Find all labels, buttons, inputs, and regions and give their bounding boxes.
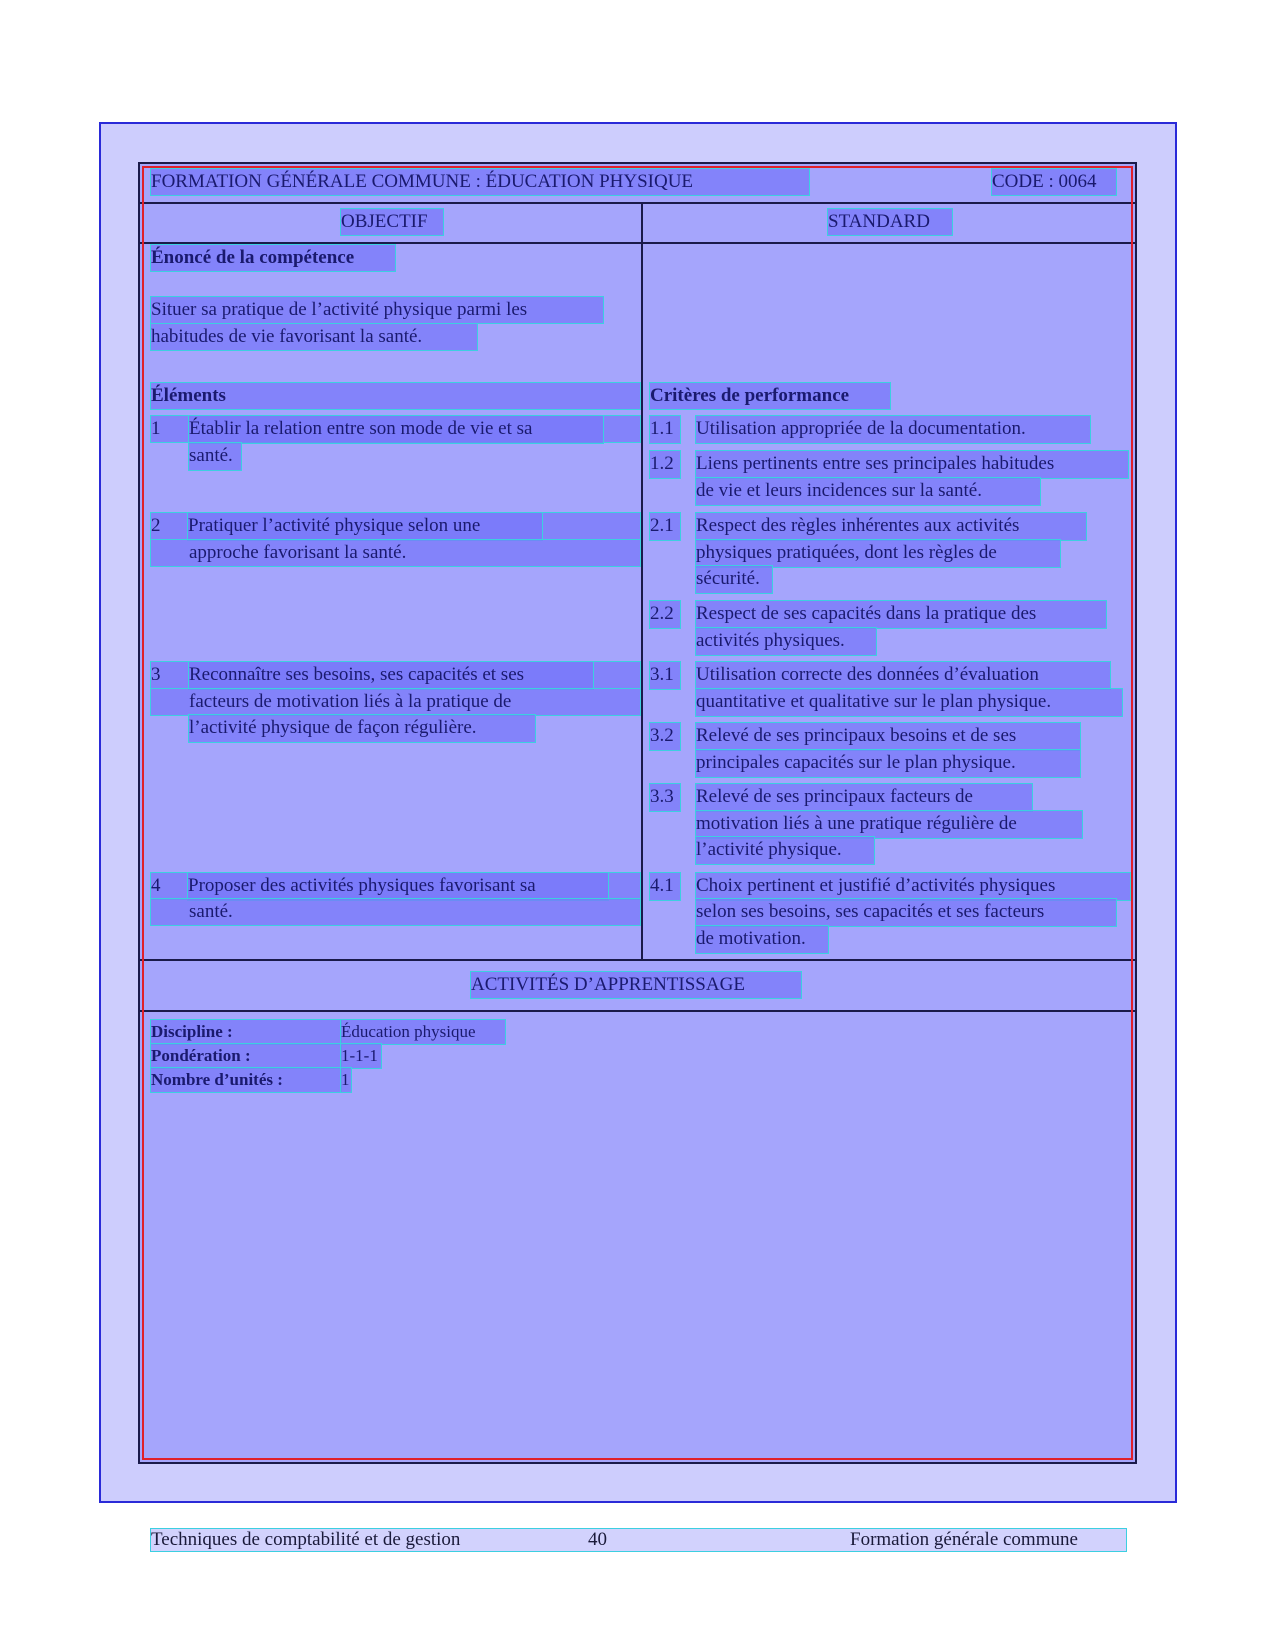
units-value: 1 (341, 1068, 351, 1092)
criterion-text-line: Liens pertinents entre ses principales habitudes (696, 451, 1128, 478)
criterion-text-line: activités physiques. (696, 628, 876, 655)
criterion-text-line: Utilisation appropriée de la documentation. (696, 416, 1090, 443)
element-text-line: Pratiquer l’activité physique selon une (188, 513, 542, 540)
divider (140, 202, 1135, 204)
ponderation-value: 1-1-1 (341, 1044, 381, 1068)
criterion-text-line: sécurité. (696, 566, 772, 593)
criterion-text-line: de motivation. (696, 926, 828, 953)
criterion-number: 1.1 (650, 416, 680, 443)
column-divider (641, 203, 643, 960)
element-number: 1 (151, 416, 640, 442)
criterion-text-line: Relevé de ses principaux facteurs de (696, 784, 1032, 811)
activities-heading: ACTIVITÉS D’APPRENTISSAGE (471, 972, 801, 998)
element-text-line: facteurs de motivation liés à la pratique de (189, 691, 512, 712)
element-number: 3 (151, 662, 640, 688)
footer-program: Techniques de comptabilité et de gestion (151, 1529, 461, 1550)
element-text-line: santé. (189, 901, 233, 922)
competence-line-2: habitudes de vie favorisant la santé. (151, 324, 477, 350)
divider (140, 959, 1135, 961)
element-text-line: l’activité physique de façon régulière. (189, 715, 535, 742)
divider (140, 1010, 1135, 1012)
criteria-heading: Critères de performance (650, 383, 890, 409)
criterion-text-line: Respect des règles inhérentes aux activités (696, 513, 1086, 540)
course-code: CODE : 0064 (992, 169, 1116, 195)
criterion-text-line: selon ses besoins, ses capacités et ses facteurs (696, 899, 1116, 926)
ponderation-label: Pondération : (151, 1044, 341, 1068)
criterion-text-line: principales capacités sur le plan physique. (696, 750, 1080, 777)
criterion-text-line: de vie et leurs incidences sur la santé. (696, 478, 1040, 505)
criterion-number: 2.1 (650, 513, 680, 540)
criterion-number: 1.2 (650, 451, 680, 478)
column-header-objectif: OBJECTIF (341, 209, 443, 235)
element-text-line: approche favorisant la santé. (189, 542, 407, 563)
criterion-text-line: Relevé de ses principaux besoins et de ses (696, 723, 1080, 750)
criterion-number: 3.1 (650, 662, 680, 689)
element-text-line: Établir la relation entre son mode de vie et sa (189, 416, 603, 443)
column-header-standard: STANDARD (828, 209, 952, 235)
criterion-text-line: Respect de ses capacités dans la pratique des (696, 601, 1106, 628)
criterion-text-line: Choix pertinent et justifié d’activités physiques (696, 873, 1130, 900)
criterion-number: 3.2 (650, 723, 680, 750)
footer-section: Formation générale commune (850, 1529, 1078, 1550)
element-text-line: Reconnaître ses besoins, ses capacités et ses (189, 662, 593, 689)
element-number: 4 (151, 873, 640, 899)
competence-line-1: Situer sa pratique de l’activité physique parmi les (151, 297, 603, 323)
criterion-text-line: physiques pratiquées, dont les règles de (696, 540, 1060, 567)
criterion-number: 2.2 (650, 601, 680, 628)
competence-heading: Énoncé de la compétence (151, 245, 395, 271)
criterion-text-line: l’activité physique. (696, 837, 874, 864)
criterion-number: 3.3 (650, 784, 680, 811)
element-number: 2 (151, 513, 640, 539)
criterion-text-line: motivation liés à une pratique régulière de (696, 811, 1082, 838)
elements-heading: Éléments (151, 383, 640, 409)
divider (140, 242, 1135, 244)
element-text-line: santé. (189, 443, 241, 470)
criterion-text-line: quantitative et qualitative sur le plan physique. (696, 689, 1122, 716)
footer-page-number: 40 (588, 1529, 607, 1550)
form-title: FORMATION GÉNÉRALE COMMUNE : ÉDUCATION PHYSIQUE (151, 169, 809, 195)
element-text-line: Proposer des activités physiques favorisant sa (188, 873, 608, 900)
discipline-value: Éducation physique (341, 1020, 505, 1044)
criterion-text-line: Utilisation correcte des données d’évaluation (696, 662, 1110, 689)
criterion-number: 4.1 (650, 873, 680, 900)
units-label: Nombre d’unités : (151, 1068, 341, 1092)
discipline-label: Discipline : (151, 1020, 341, 1044)
